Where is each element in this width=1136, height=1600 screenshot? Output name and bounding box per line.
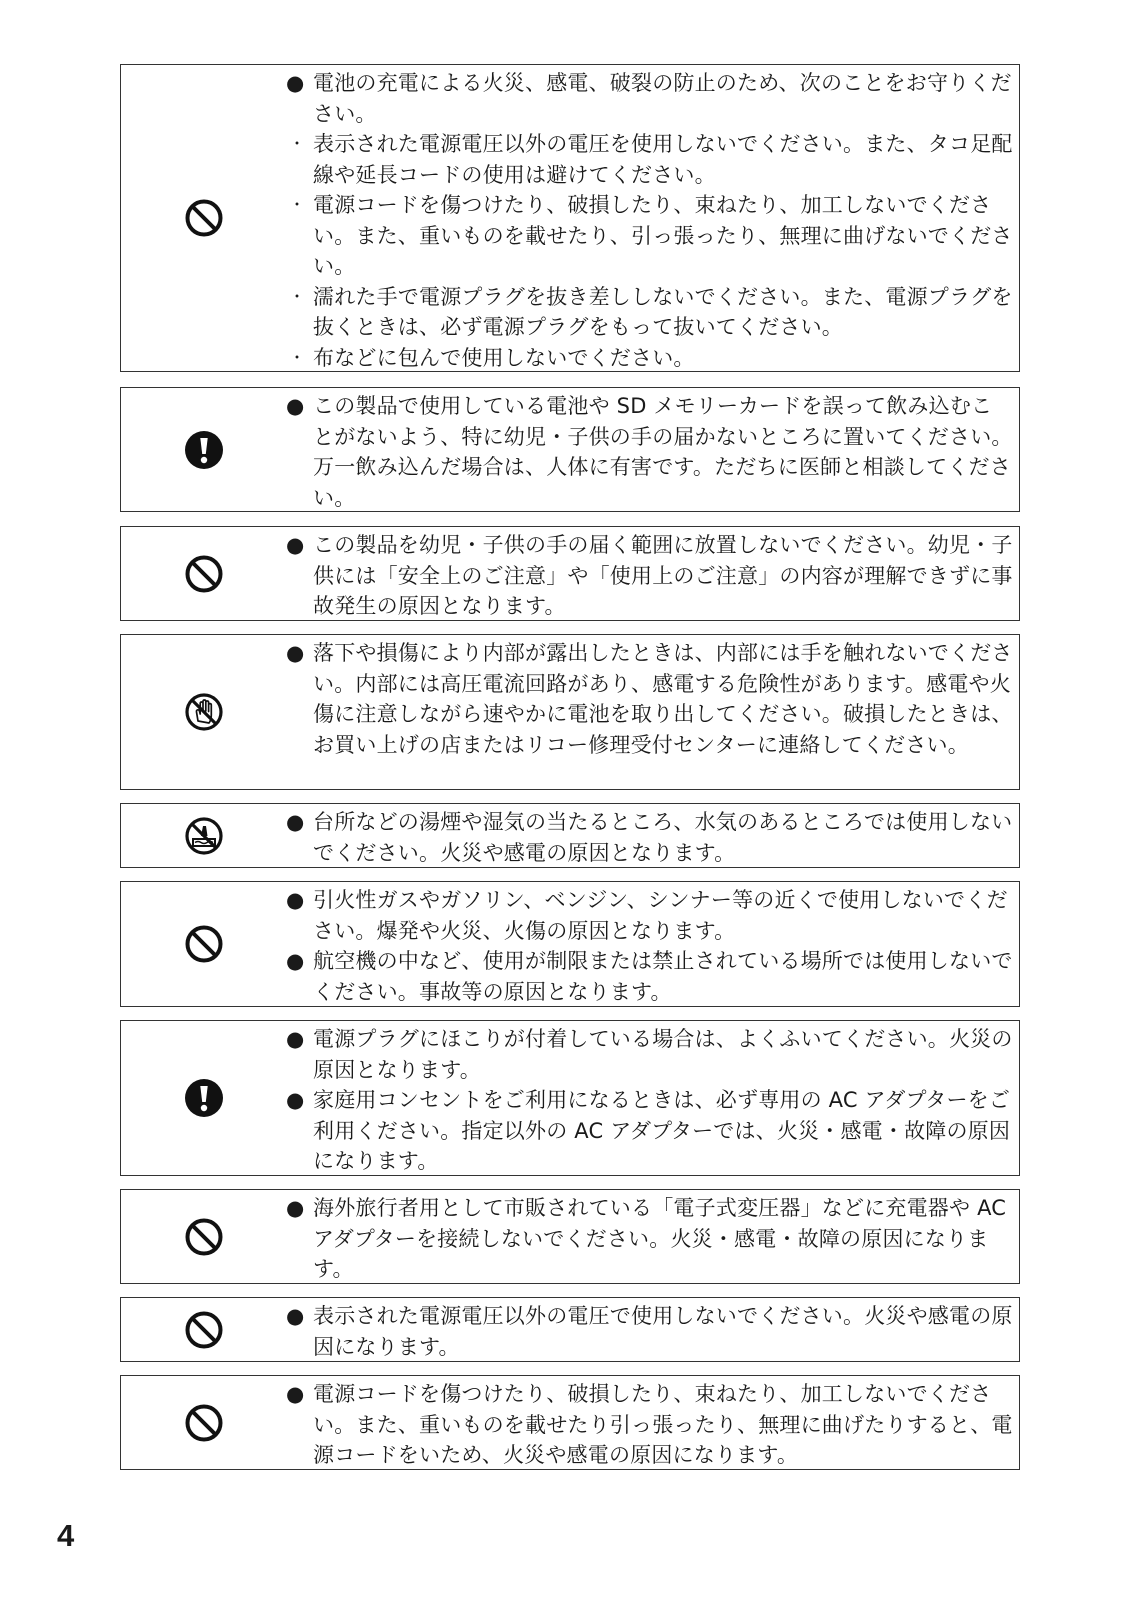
mandatory-action-icon (184, 430, 224, 470)
bullet-marker: ・ (289, 347, 306, 367)
list-item (286, 1024, 1013, 1085)
bullet-marker: ● (286, 394, 305, 418)
item-text: 航空機の中など、使用が制限または禁止されている場所では使用しないでください。事故等の原因となります。 (313, 949, 1013, 1004)
safety-section-1 (120, 64, 1020, 372)
safety-section-6 (120, 881, 1020, 1007)
list-item (286, 282, 1013, 343)
safety-section-7 (120, 1020, 1020, 1176)
item-text: この製品で使用している電池や SD メモリーカードを誤って飲み込むことがないよう、特に幼児・子供の手の届かないところに置いてください。万一飲み込んだ場合は、人体に有害です。ただちに医師と相談してください。 (313, 394, 1013, 510)
safety-section-4 (120, 634, 1020, 790)
no-water-icon (184, 816, 224, 856)
bullet-marker: ● (286, 888, 305, 912)
bullet-marker: ● (286, 1196, 305, 1220)
bullet-marker: ・ (289, 134, 306, 153)
bullet-marker: ● (286, 1027, 305, 1051)
list-item (286, 946, 1013, 1007)
item-text: 電池の充電による火災、感電、破裂の防止のため、次のことをお守りください。 (313, 71, 1012, 126)
bullet-marker: ● (286, 1088, 305, 1112)
list-item (286, 1193, 1013, 1285)
list-item (286, 68, 1013, 129)
prohibition-icon (184, 924, 224, 964)
list-item (286, 190, 1013, 282)
no-touch-icon (184, 692, 224, 732)
item-text: 台所などの湯煙や湿気の当たるところ、水気のあるところでは使用しないでください。火災や感電の原因となります。 (313, 810, 1013, 865)
list-item (286, 343, 1013, 374)
bullet-marker: ● (286, 949, 305, 973)
prohibition-icon (184, 198, 224, 238)
item-text: 電源コードを傷つけたり、破損したり、束ねたり、加工しないでください。また、重いものを載せたり引っ張ったり、無理に曲げたりすると、電源コードをいため、火災や感電の原因になります。 (313, 1382, 1013, 1467)
bullet-marker: ● (286, 641, 305, 665)
list-item (286, 885, 1013, 946)
list-item (286, 638, 1013, 760)
list-item (286, 1301, 1013, 1362)
prohibition-icon (184, 1403, 224, 1443)
list-item (286, 1085, 1013, 1177)
item-text: 布などに包んで使用しないでください。 (313, 345, 695, 370)
item-text: 電源コードを傷つけたり、破損したり、束ねたり、加工しないでください。また、重いものを載せたり、引っ張ったり、無理に曲げないでください。 (313, 193, 1013, 278)
safety-section-3 (120, 526, 1020, 621)
prohibition-icon (184, 1217, 224, 1257)
bullet-marker: ● (286, 533, 305, 557)
item-text: 表示された電源電圧以外の電圧を使用しないでください。また、タコ足配線や延長コードの使用は避けてください。 (313, 132, 1013, 187)
bullet-marker: ● (286, 810, 305, 834)
list-item (286, 129, 1013, 190)
list-item (286, 391, 1013, 513)
item-text: 家庭用コンセントをご利用になるときは、必ず専用の AC アダプターをご利用ください。指定以外の AC アダプターでは、火災・感電・故障の原因になります。 (313, 1088, 1011, 1173)
safety-section-9 (120, 1297, 1020, 1362)
item-text: 濡れた手で電源プラグを抜き差ししないでください。また、電源プラグを抜くときは、必ず電源プラグをもって抜いてください。 (313, 284, 1013, 339)
bullet-marker: ・ (289, 195, 306, 214)
bullet-marker: ● (286, 1382, 305, 1406)
page-number: 4 (57, 1518, 75, 1553)
item-text: この製品を幼児・子供の手の届く範囲に放置しないでください。幼児・子供には「安全上のご注意」や「使用上のご注意」の内容が理解できずに事故発生の原因となります。 (313, 533, 1013, 618)
list-item (286, 530, 1013, 622)
item-text: 電源プラグにほこりが付着している場合は、よくふいてください。火災の原因となります。 (313, 1027, 1013, 1082)
safety-section-2 (120, 387, 1020, 512)
bullet-marker: ・ (289, 286, 306, 306)
bullet-marker: ● (286, 71, 305, 95)
item-text: 表示された電源電圧以外の電圧で使用しないでください。火災や感電の原因になります。 (313, 1304, 1013, 1359)
prohibition-icon (184, 554, 224, 594)
item-text: 引火性ガスやガソリン、ベンジン、シンナー等の近くで使用しないでください。爆発や火災、火傷の原因となります。 (313, 888, 1008, 943)
safety-section-8 (120, 1189, 1020, 1284)
mandatory-action-icon (184, 1078, 224, 1118)
safety-section-5 (120, 803, 1020, 868)
list-item (286, 807, 1013, 868)
item-text: 海外旅行者用として市販されている「電子式変圧器」などに充電器や AC アダプターを接続しないでください。火災・感電・故障の原因になります。 (313, 1196, 1007, 1281)
bullet-marker: ● (286, 1304, 305, 1328)
prohibition-icon (184, 1310, 224, 1350)
list-item (286, 1379, 1013, 1471)
item-text: 落下や損傷により内部が露出したときは、内部には手を触れないでください。内部には高圧電流回路があり、感電する危険性があります。感電や火傷に注意しながら速やかに電池を取り出してください。破損したときは、お買い上げの店またはリコー修理受付センターに連絡してください。 (313, 641, 1013, 757)
safety-section-10 (120, 1375, 1020, 1470)
